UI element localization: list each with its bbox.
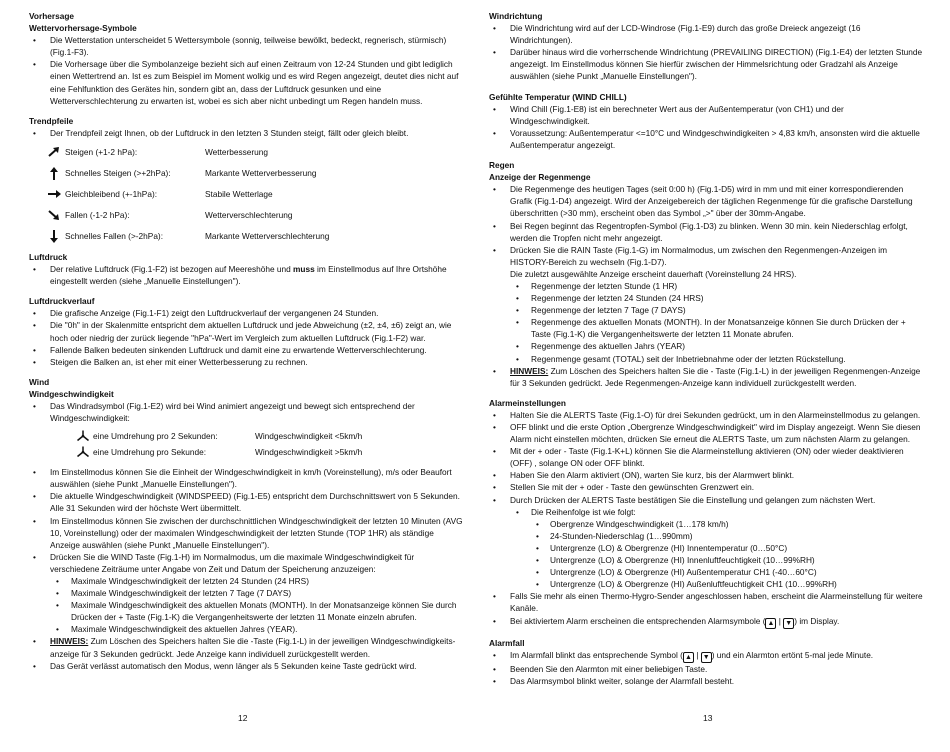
alarm-high-icon: ▲ <box>765 618 776 629</box>
alarm-high-icon: ▲ <box>683 652 694 663</box>
wind-row <box>29 428 465 444</box>
list-item: • Im Alarmfall blinkt das entsprechende Symbol ( ▲ | ▼ ) und ein Alarmton ertönt 5-mal jede Minute. <box>489 649 925 663</box>
list-item: • Untergrenze (LO) & Obergrenze (HI) Innentemperatur (0…50°C) <box>489 542 925 554</box>
section-title-regenmenge: Anzeige der Regenmenge <box>489 172 591 183</box>
section-title-vorhersage: Vorhersage <box>29 11 75 21</box>
page-number-right: 13 <box>703 713 713 723</box>
wind-wheel-icon <box>73 430 93 442</box>
list-item: • Falls Sie mehr als einen Thermo-Hygro-Sender angeschlossen haben, erscheint die Alarmeinstellung für weitere Kanäle. <box>489 590 925 614</box>
list-item: • Halten Sie die ALERTS Taste (Fig.1-O) für drei Sekunden gedrückt, um in den Alarmeinstellmodus zu gelangen. <box>489 409 925 421</box>
list-item: • Drücken Sie die RAIN Taste (Fig.1-G) im Normalmodus, um zwischen den Regenmengen-Anzeigen im HISTORY-Bereich zu wechseln (Fig.1-D7). <box>489 244 925 268</box>
list-item: • OFF blinkt und die erste Option „Obergrenze Windgeschwindigkeit" wird im Display angezeigt. Wenn Sie diesen Alarm nicht einstellen möchten, drücken Sie erneut die ALERTS Taste, um zum nächsten Alarm zu gelangen. <box>489 421 925 445</box>
list-item: • Maximale Windgeschwindigkeit der letzten 24 Stunden (24 HRS) <box>29 575 465 587</box>
section-title-alarmfall: Alarmfall <box>489 637 525 648</box>
trend-value: Markante Wetterverschlechterung <box>205 231 330 242</box>
page-number-left: 12 <box>238 713 248 723</box>
list-item: • Bei aktiviertem Alarm erscheinen die entsprechenden Alarmsymbole ( ▲ | ▼ ) im Display. <box>489 615 925 629</box>
section-title-alarmeinstellungen: Alarmeinstellungen <box>489 397 566 408</box>
list-item: • Regenmenge gesamt (TOTAL) seit der Inbetriebnahme oder der letzten Rückstellung. <box>489 353 925 365</box>
wind-row <box>29 444 465 460</box>
trend-row <box>29 142 465 163</box>
list-item: • Bei Regen beginnt das Regentropfen-Symbol (Fig.1-D3) zu blinken. Wenn 30 min. kein Niederschlag erfolgt, werden die Tropfen nicht mehr angezeigt. <box>489 220 925 244</box>
list-item: • Steigen die Balken an, ist eher mit einer Wetterbesserung zu rechnen. <box>29 356 465 368</box>
section-title-wind: Wind <box>29 376 50 387</box>
list-item: • Der Trendpfeil zeigt Ihnen, ob der Luftdruck in den letzten 3 Stunden steigt, fällt oder gleich bleibt. <box>29 127 465 139</box>
section-title-wind-chill: Gefühlte Temperatur (WIND CHILL) <box>489 91 627 102</box>
wind-wheel-icon <box>73 446 93 458</box>
arrow-up-icon <box>43 167 65 180</box>
section-title-regen: Regen <box>489 160 515 171</box>
list-item: • Untergrenze (LO) & Obergrenze (HI) Außenluftfeuchtigkeit CH1 (10…99%RH) <box>489 578 925 590</box>
trend-label: Schnelles Fallen (>-2hPa): <box>65 231 163 242</box>
hinweis-note: • HINWEIS: Zum Löschen des Speichers halten Sie die -Taste (Fig.1-L) in der jeweiligen Windgeschwindigkeits-anzeige für 3 Sekunden gedrückt. Jede Anzeige kann individuell zurückgestellt werden. <box>29 635 465 659</box>
list-item: • Drücken Sie die WIND Taste (Fig.1-H) im Normalmodus, um die maximale Windgeschwindigkeit für verschiedene Zeiträume unter Angabe von Zeit und Datum der Speicherung anzuzeigen: <box>29 551 465 575</box>
list-item: • Haben Sie den Alarm aktiviert (ON), warten Sie kurz, bis der Alarmwert blinkt. <box>489 469 925 481</box>
list-item: • Regenmenge des aktuellen Jahrs (YEAR) <box>489 340 925 352</box>
arrow-right-icon <box>43 189 65 199</box>
list-item: • Regenmenge der letzten 7 Tage (7 DAYS) <box>489 304 925 316</box>
note-text: Die zuletzt ausgewählte Anzeige erscheint dauerhaft (Voreinstellung 24 HRS). <box>510 268 797 279</box>
trend-value: Markante Wetterverbesserung <box>205 168 317 179</box>
list-item: • Durch Drücken der ALERTS Taste bestätigen Sie die Einstellung und gelangen zum nächsten Wert. <box>489 494 925 506</box>
list-item: • Voraussetzung: Außentemperatur <=10°C und Windgeschwindigkeiten > 4,83 km/h, ansonsten wird die aktuelle Außentemperatur angezeigt. <box>489 127 925 151</box>
list-item: • Die Vorhersage über die Symbolanzeige bezieht sich auf einen Zeitraum von 12-24 Stunden und gibt lediglich einen Wettertrend an. Ist es zum Beispiel im Moment wolkig und es wird Regen angezeigt, deutet dies nicht auf eine Fehlfunktion des Gerätes hin, sondern gibt an, dass der Luftdruck gesunken und eine Wetterverschlechterung zu erwarten ist, wobei es sich aber nicht unbedingt um Regen handeln muss. <box>29 58 465 106</box>
arrow-down-right-icon <box>43 209 65 221</box>
list-item: • 24-Stunden-Niederschlag (1…990mm) <box>489 530 925 542</box>
section-title-windrichtung: Windrichtung <box>489 11 543 21</box>
trend-label: Schnelles Steigen (>+2hPa): <box>65 168 171 179</box>
list-item: • Regenmenge der letzten Stunde (1 HR) <box>489 280 925 292</box>
list-item: • Untergrenze (LO) & Obergrenze (HI) Außentemperatur CH1 (-40…60°C) <box>489 566 925 578</box>
list-item: • Die Regenmenge des heutigen Tages (seit 0:00 h) (Fig.1-D5) wird in mm und mit einer korrespondierenden Grafik (Fig.1-D4) angezeigt. Wird der Anzeigebereich der täglichen Regenmenge für die grafische Darstellung überschritten (>30 mm), erscheint oben das Symbol „>" über der 30mm-Angabe. <box>489 183 925 219</box>
arrow-up-right-icon <box>43 146 65 158</box>
list-item: • Die aktuelle Windgeschwindigkeit (WINDSPEED) (Fig.1-E5) entspricht dem Durchschnittswert von 5 Sekunden. Alle 31 Sekunden wird der höchste Wert übermittelt. <box>29 490 465 514</box>
trend-row <box>29 163 465 184</box>
section-title-windgeschwindigkeit: Windgeschwindigkeit <box>29 388 114 399</box>
left-page <box>29 10 465 672</box>
list-item: • Im Einstellmodus können Sie zwischen der durchschnittlichen Windgeschwindigkeit der letzten 10 Minuten (AVG 10, Voreinstellung) oder der maximalen Windgeschwindigkeit der letzten Stunde (TOP 1HR) als ständige Anzeige auswählen (siehe Punkt „Manuelle Einstellungen"). <box>29 515 465 551</box>
list-item: • Wind Chill (Fig.1-E8) ist ein berechneter Wert aus der Außentemperatur (von CH1) und der Windgeschwindigkeit. <box>489 103 925 127</box>
list-item: • Das Gerät verlässt automatisch den Modus, wenn länger als 5 Sekunden keine Taste gedrückt wird. <box>29 660 465 672</box>
hinweis-note: • HINWEIS: Zum Löschen des Speichers halten Sie die - Taste (Fig.1-L) in der jeweiligen Regenmengen-Anzeige für 3 Sekunden gedrückt. Jede Regenmengen-Anzeige kann individuell zurückgestellt werden. <box>489 365 925 389</box>
section-title-luftdruckverlauf: Luftdruckverlauf <box>29 296 95 307</box>
list-item: • Maximale Windgeschwindigkeit des aktuellen Monats (MONTH). In der Monatsanzeige können Sie durch Drücken der + Taste (Fig.1-K) die Vergangenheitswerte der letzten 11 Monate einzeln abrufen. <box>29 599 465 623</box>
wind-value: Windgeschwindigkeit <5km/h <box>255 431 363 442</box>
list-item: • Die grafische Anzeige (Fig.1-F1) zeigt den Luftdruckverlauf der vergangenen 24 Stunden. <box>29 307 465 319</box>
wind-label: eine Umdrehung pro Sekunde: <box>93 447 207 458</box>
section-title-trendpfeile: Trendpfeile <box>29 115 74 126</box>
list-item: • Obergrenze Windgeschwindigkeit (1…178 km/h) <box>489 518 925 530</box>
alarm-low-icon: ▼ <box>783 618 794 629</box>
trend-row <box>29 184 465 205</box>
trend-value: Stabile Wetterlage <box>205 189 273 200</box>
list-item: • Regenmenge des aktuellen Monats (MONTH). In der Monatsanzeige können Sie durch Drücken der + Taste (Fig.1-K) die Vergangenheitswerte der letzten 11 Monate abrufen. <box>489 316 925 340</box>
wind-label: eine Umdrehung pro 2 Sekunden: <box>93 431 218 442</box>
section-title-wettersymbole: Wettervorhersage-Symbole <box>29 23 137 34</box>
trend-label: Fallen (-1-2 hPa): <box>65 210 130 221</box>
list-item: • Maximale Windgeschwindigkeit der letzten 7 Tage (7 DAYS) <box>29 587 465 599</box>
section-title-luftdruck: Luftdruck <box>29 251 68 262</box>
list-item: • Maximale Windgeschwindigkeit des aktuellen Jahres (YEAR). <box>29 623 465 635</box>
list-item: • Regenmenge der letzten 24 Stunden (24 HRS) <box>489 292 925 304</box>
trend-row <box>29 226 465 247</box>
list-item: • Der relative Luftdruck (Fig.1-F2) ist bezogen auf Meereshöhe und muss im Einstellmodus auf Ihre Ortshöhe eingestellt werden (siehe „Manuelle Einstellungen"). <box>29 263 465 287</box>
list-item: • Die "0h" in der Skalenmitte entspricht dem aktuellen Luftdruck und jede Abweichung (±2, ±4, ±6) zeigt an, wie hoch oder niedrig der zurück liegende "hPa"-Wert im Vergleich zum aktuellen Luftdruck (Fig.1-F2) war. <box>29 319 465 343</box>
list-item: • Im Einstellmodus können Sie die Einheit der Windgeschwindigkeit in km/h (Voreinstellung), m/s oder Beaufort auswählen (siehe Punkt „Manuelle Einstellungen"). <box>29 466 465 490</box>
trend-label: Steigen (+1-2 hPa): <box>65 147 138 158</box>
list-item: • Das Windradsymbol (Fig.1-E2) wird bei Wind animiert angezeigt und bewegt sich entsprechend der Windgeschwindigkeit: <box>29 400 465 424</box>
list-item: • Fallende Balken bedeuten sinkenden Luftdruck und damit eine zu erwartende Wetterverschlechterung. <box>29 344 465 356</box>
list-item: • Stellen Sie mit der + oder - Taste den gewünschten Grenzwert ein. <box>489 481 925 493</box>
list-item: • Das Alarmsymbol blinkt weiter, solange der Alarmfall besteht. <box>489 675 925 687</box>
trend-value: Wetterverschlechterung <box>205 210 293 221</box>
list-item: • Beenden Sie den Alarmton mit einer beliebigen Taste. <box>489 663 925 675</box>
trend-label: Gleichbleibend (+-1hPa): <box>65 189 158 200</box>
right-page <box>489 10 925 687</box>
list-item: • Darüber hinaus wird die vorherrschende Windrichtung (PREVAILING DIRECTION) (Fig.1-E4) der letzten Stunde angezeigt. Im Einstellmodus können Sie hierfür zwischen der Himmelsrichtung oder Gradzahl als Anzeige auswählen (siehe Punkt „Manuelle Einstellungen"). <box>489 46 925 82</box>
arrow-down-icon <box>43 230 65 243</box>
trend-value: Wetterbesserung <box>205 147 269 158</box>
trend-row <box>29 205 465 226</box>
list-item: • Untergrenze (LO) & Obergrenze (HI) Innenluftfeuchtigkeit (10…99%RH) <box>489 554 925 566</box>
wind-value: Windgeschwindigkeit >5km/h <box>255 447 363 458</box>
list-item: • Die Windrichtung wird auf der LCD-Windrose (Fig.1-E9) durch das große Dreieck angezeigt (16 Windrichtungen). <box>489 22 925 46</box>
alarm-low-icon: ▼ <box>701 652 712 663</box>
list-item: • Die Reihenfolge ist wie folgt: <box>489 506 925 518</box>
list-item: • Die Wetterstation unterscheidet 5 Wettersymbole (sonnig, teilweise bewölkt, bedeckt, regnerisch, stürmisch) (Fig.1-F3). <box>29 34 465 58</box>
list-item: • Mit der + oder - Taste (Fig.1-K+L) können Sie die Alarmeinstellung aktivieren (ON) oder wieder deaktivieren (OFF) , solange ON oder OFF blinkt. <box>489 445 925 469</box>
